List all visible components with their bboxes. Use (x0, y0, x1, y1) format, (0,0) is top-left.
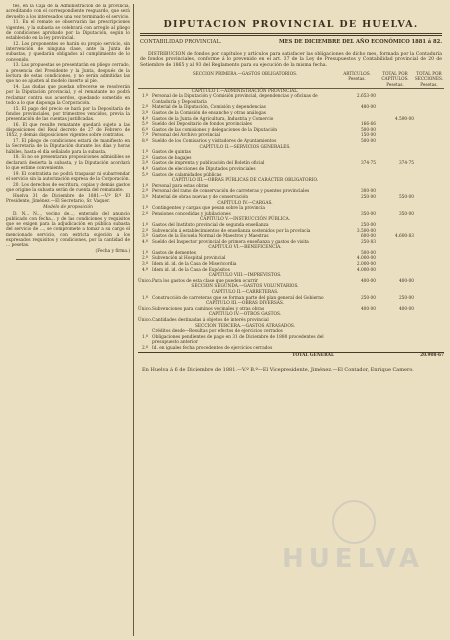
cell-t2 (414, 335, 444, 346)
column-divider (133, 4, 134, 636)
table-header-row (138, 71, 444, 88)
cell-art: 3.º (141, 234, 149, 240)
cell-art: 4.º (141, 116, 149, 122)
cell-amt: 4.000·00 (356, 267, 376, 273)
cell-desc: CAPÍTULO I.—ADMINISTRACIÓN PROVINCIAL. (191, 88, 299, 94)
accounting-label: CONTABILIDAD PROVINCIAL. (140, 39, 222, 45)
month-label: MES DE DICIEMBRE DEL AÑO ECONÓMICO 1881 á 82. (278, 39, 442, 45)
footer-signature: En Huelva á 6 de Diciembre de 1881.—V.º B.º—El Vicepresidente, Jiménez.—El Contador, Enrique Camero. (142, 367, 414, 374)
cell-amt (338, 335, 376, 346)
cell-desc: SECCION SEGUNDA.—GASTOS VOLUNTARIOS. (191, 284, 299, 290)
cell-amt: 374·75 (360, 161, 376, 167)
cell-art: 2.º (141, 211, 149, 217)
cell-tot: 400·00 (398, 306, 414, 312)
cell-desc: CAPÍTULO VI.—BENEFICENCIA. (208, 245, 282, 251)
subheader (140, 39, 442, 45)
cell-amt: 300·00 (360, 189, 376, 195)
cell-art: 3.º (141, 194, 149, 200)
left-paragraph: 18. Si no se presentaran proposiciones admisibles se declarará desierta la subasta, y la Diputación acordará lo que estime conveniente. (6, 155, 130, 172)
cell-desc: Construcción de carreteras que se forman parte del plan general del Gobierno (152, 295, 324, 301)
cell-tot: 4.600·83 (394, 234, 414, 240)
cell-amt: 150·00 (360, 133, 376, 139)
cell-amt: 250·00 (360, 194, 376, 200)
cell-amt: 400·00 (360, 278, 376, 284)
cell-art: 2.º (141, 345, 149, 351)
cell-art: 3.º (141, 262, 149, 268)
cell-amt: 500·00 (360, 250, 376, 256)
cell-art: 6.º (141, 127, 149, 133)
left-paragraph: 11. En el remate se observarán las prescripciones vigentes, y la subasta se celebrará con arreglo al pliego de condiciones aprobado por la Diputación, según lo establecido en la ley provincial. (6, 20, 130, 42)
table-row (138, 335, 444, 346)
cell-desc: Gastos de la Escuela Normal de Maestros y Maestras (152, 234, 269, 240)
total-row (138, 352, 444, 358)
cell-tot: 550·00 (398, 194, 414, 200)
left-paragraph: 15. El pago del precio se hará por la Depositaría de fondos provinciales, por trimestres vencidos, previa la presentación de las cuentas justificadas. (6, 106, 130, 123)
left-paragraph: 17. El pliego de condiciones estará de manifiesto en la Secretaría de la Diputación durante los días y horas hábiles, hasta el día señalado para la subasta. (6, 139, 130, 155)
cell-art: 2.º (141, 256, 149, 262)
cell-art: 1.º (141, 250, 149, 256)
page-title: DIPUTACION PROVINCIAL DE HUELVA. (163, 19, 419, 30)
model-paragraph: D. N... N..., vecino de..., enterado del anuncio publicado con fecha... y de las condiciones y requisitos que se exigen para la adjudicación en pública subasta del servicio de ..., se compromete a tomar a su cargo el mencionado servicio, con estricta sujeción a los expresados requisitos y condiciones, por la cantidad de ... pesetas. (6, 211, 130, 249)
cell-desc: Subvención á establecimientos de enseñanza sostenidos por la provincia (152, 228, 311, 234)
intro-paragraph: DISTRIBUCION de fondos por capítulos y artículos para satisfacer las obligaciones de dicho mes, formada por la Contaduría de fondos provinciales, conforme á lo prevenido en el art. 37 de la Ley de Presupuestos y Contabilidad provincial de 20 de Setiembre de 1865 y al 93 del Reglamento para su ejecución de la misma fecha. (140, 52, 442, 68)
budget-table (138, 71, 444, 358)
cell-tot: 374·75 (398, 161, 414, 167)
cell-desc: Gastos de la Comisión de ensanche y otras análogas (152, 111, 266, 117)
right-column (138, 4, 444, 634)
cell-desc: CAPÍTULO VIII.—IMPREVISTOS. (208, 273, 282, 279)
cell-art: 8.º (141, 139, 149, 145)
cell-tot: 250·00 (398, 295, 414, 301)
cell-desc: Personal del ramo de conservación de carreteras y puentes provinciales (152, 189, 310, 195)
cell-desc: Pensiones concedidas y jubilaciones (152, 211, 231, 217)
cell-amt: 4.000·00 (356, 256, 376, 262)
cell-art: 2.º (141, 105, 149, 111)
archive-watermark: HUELVA (281, 544, 425, 574)
left-paragraph: 12. Los proponentes se harán su propio servicio, sin intervención de ninguna clase, ante la Junta de subastas, y quedarán obligados al cumplimiento de lo convenido. (6, 41, 130, 63)
cell-art: 4.º (141, 267, 149, 273)
signature-rule (16, 255, 130, 260)
cell-desc: Personal de la Diputación y Comisión provincial, dependencias y oficinas de Contaduría y Depositaría (152, 94, 318, 105)
cell-art: 1.º (141, 295, 149, 301)
cell-tot: 400·00 (398, 278, 414, 284)
cell-desc: Material de la Diputación, Comisión y dependencias (152, 105, 266, 111)
left-paragraph: 13. Las propuestas se presentarán en pliego cerrado, a presencia del Presidente y la Junta, después de la lectura de estas condiciones, y no serán admitidas las que no se ajusten al modelo inserto al pie. (6, 63, 130, 85)
cell-desc: Id. en iguales fecha procedentes de ejercicios cerrados (152, 345, 273, 351)
cell-art: 7.º (141, 133, 149, 139)
cell-amt: 3.500·00 (356, 228, 376, 234)
cell-amt: 166·66 (360, 122, 376, 128)
cell-desc: Subvenciones para caminos vecinales y otras obras (152, 306, 265, 312)
cell-desc: Sueldo del Inspector provincial de primera enseñanza y gastos de visita (152, 239, 309, 245)
total-label: TOTAL GENERAL (152, 352, 338, 358)
cell-desc: Contingentes y cargas que pesan sobre la provincia (152, 206, 265, 212)
cell-desc: Sueldo del Depositario de fondos provinciales (152, 122, 252, 128)
cell-art: Único. (138, 318, 153, 324)
sections-header: TOTAL POR SECCIONES. Pesetas. (414, 70, 444, 88)
left-paragraph: 19. El contratista no podrá traspasar ni subarrendar el servicio sin la autorización expresa de la Corporación. (6, 171, 130, 183)
cell-amt: 2.653·00 (356, 94, 376, 100)
cell-desc: Créditos desde—Resultas por efectos de ejercicios cerrados (152, 329, 283, 335)
title-rule (140, 33, 442, 36)
cell-amt: 2.000·00 (356, 262, 376, 268)
cell-amt: 480·00 (360, 105, 376, 111)
archive-seal (332, 500, 376, 544)
cell-desc: Gastos de bagajes (152, 155, 192, 161)
chapters-header: TOTAL POR CAPÍTULOS. Pesetas. (376, 71, 414, 88)
date-line: Huelva 31 de Diciembre de 1881.—V.º B.º El Presidente, Jiménez.—El Secretario, Sr. Vaquer. (6, 193, 130, 204)
cell-desc: Gastos del Instituto provincial de segunda enseñanza (152, 222, 269, 228)
cell-desc: CAPÍTULO IV.—CARGAS. (217, 200, 273, 206)
cell-amt: 250·00 (360, 222, 376, 228)
cell-art: 1.º (141, 94, 149, 100)
cell-amt: 250·83 (360, 239, 376, 245)
model-title: Modelo de proposición (43, 205, 93, 211)
cell-amt: 500·00 (360, 139, 376, 145)
cell-art: 1.º (141, 222, 149, 228)
cell-desc: Material de obras nuevas y de conservación (152, 194, 248, 200)
cell-art: 5.º (141, 172, 149, 178)
left-paragraph: 16. El que resulte rematante quedará sujeto a las disposiciones del Real decreto de 27 de Febrero de 1852, y demás disposiciones vigentes sobre contratos. (6, 122, 130, 139)
cell-desc: Subvención al Hospital provincial (152, 256, 226, 262)
cell-art: 2.º (141, 228, 149, 234)
cell-art: 4.º (141, 166, 149, 172)
cell-desc: CAPÍTULO III.—OBRAS DIVERSAS. (205, 301, 285, 307)
cell-desc: Cantidades destinadas á objetos de interés provincial (152, 318, 269, 324)
cell-desc: Gastos de elecciones de Diputados provinciales (152, 166, 256, 172)
table-row (138, 296, 444, 302)
left-paragraph: 20. Los derechos de escritura, copias y demás gastos que origine la subasta serán de cuenta del rematante. (6, 182, 130, 193)
cell-art: 1.º (141, 150, 149, 156)
cell-art: 1.º (141, 334, 149, 340)
cell-desc: Gastos de imprenta y publicación del Boletín oficial (152, 161, 265, 167)
left-column (6, 4, 130, 634)
cell-tot (376, 94, 414, 105)
table-row (138, 94, 444, 105)
cell-desc: Gastos de dementes (152, 250, 196, 256)
total-value: 20.908·67 (414, 352, 444, 358)
section-header: SECCION PRIMERA.—GASTOS OBLIGATORIOS. (152, 71, 338, 88)
cell-desc: Obligaciones pendientes de pago en 31 de Diciembre de 1880 procedentes del presupuesto anterior (152, 334, 324, 346)
cell-desc: Gastos de calamidades públicas (152, 172, 222, 178)
cell-desc: CAPÍTULO II.—CARRETERAS. (211, 290, 279, 296)
cell-amt: 400·00 (360, 306, 376, 312)
cell-desc: Idem id. id. de la Casa de Misericordia (152, 262, 237, 268)
cell-t2 (414, 94, 444, 105)
cell-art: Único. (138, 306, 153, 312)
cell-desc: Gastos de la Junta de Agricultura, Industria y Comercio (152, 116, 274, 122)
cell-art: 2.º (141, 155, 149, 161)
cell-desc: Personal para estas obras (152, 183, 209, 189)
signature-line: (Fecha y firma.) (95, 249, 130, 255)
cell-amt: 250·00 (360, 295, 376, 301)
cell-amt: 600·00 (360, 234, 376, 240)
cell-art: 3.º (141, 161, 149, 167)
cell-desc: Gastos de las comisiones y delegaciones de la Diputación (152, 127, 278, 133)
left-paragraph: tes, en la Caja de la Administración de la provincia, acreditando con el correspondiente resguardo, que será devuelto a los interesados una vez terminado el servicio. (6, 4, 130, 20)
cell-tot: 4.590·00 (394, 116, 414, 122)
cell-desc: Idem id. id. de la Casa de Expósitos (152, 267, 230, 273)
cell-desc: CAPÍTULO IV.—OTROS GASTOS. (208, 312, 282, 318)
cell-desc: Gastos de quintas (152, 150, 191, 156)
cell-tot: 350·00 (398, 211, 414, 217)
cell-amt: 350·00 (360, 211, 376, 217)
cell-art: 3.º (141, 111, 149, 117)
cell-desc: Sueldo de los Comisarios y visitadores de Ayuntamientos (152, 139, 277, 145)
articles-header: ARTÍCULOS. Pesetas. (338, 71, 376, 88)
cell-art: 5.º (141, 122, 149, 128)
cell-desc: SECCION TERCERA.—GASTOS ATRASADOS. (194, 323, 296, 329)
cell-desc: Personal del Archivo provincial (152, 133, 220, 139)
cell-art: 1.º (141, 206, 149, 212)
cell-art: 4.º (141, 239, 149, 245)
cell-art: Único. (138, 278, 153, 284)
cell-desc: Para los gastos de esta clase que pueden ocurrir (152, 278, 258, 284)
cell-art: 2.º (141, 189, 149, 195)
cell-desc: CAPÍTULO III.—OBRAS PÚBLICAS DE CARÁCTER OBLIGATORIO. (171, 178, 319, 184)
cell-tot (376, 335, 414, 346)
cell-art: 1.º (141, 183, 149, 189)
cell-desc: CAPÍTULO II.—SERVICIOS GENERALES. (199, 144, 291, 150)
left-paragraph: 14. Las dudas que puedan ofrecerse se resolverán por la Diputación provincial, y el rematante no podrá reclamar contra sus acuerdos, quedando sometido en todo a lo que disponga la Corporación. (6, 85, 130, 106)
cell-amt: 500·00 (360, 127, 376, 133)
cell-desc: CAPÍTULO V.—INSTRUCCIÓN PÚBLICA. (199, 217, 291, 223)
